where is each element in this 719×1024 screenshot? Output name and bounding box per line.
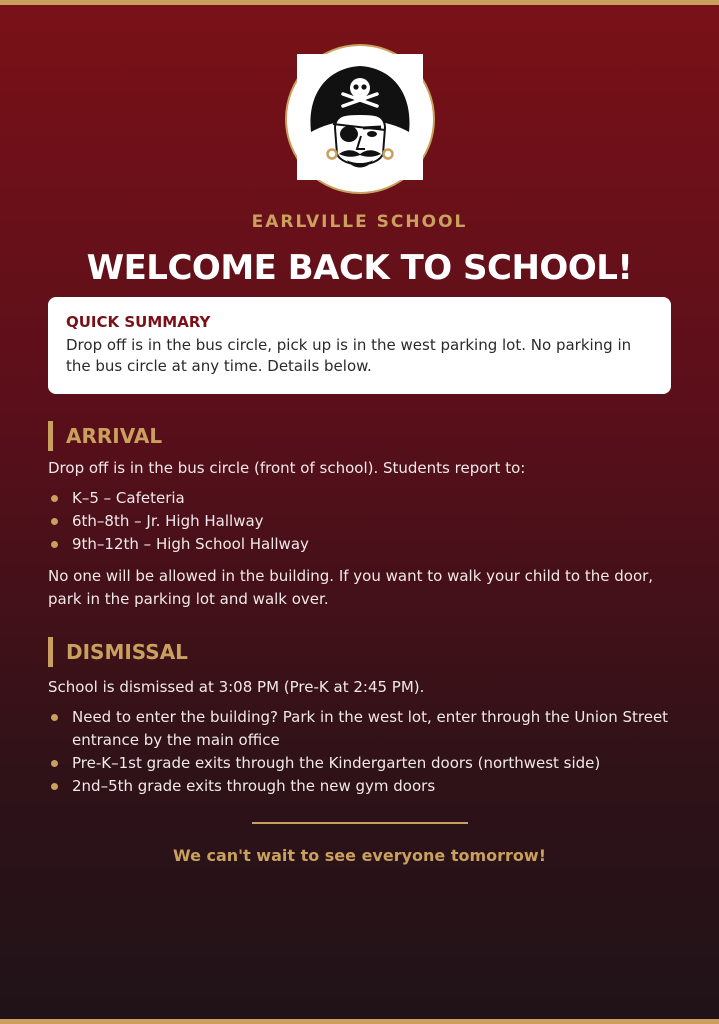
dismissal-heading: DISMISSAL [48, 637, 188, 667]
dismissal-intro: School is dismissed at 3:08 PM (Pre-K at 2:45 PM). [48, 678, 425, 696]
pirate-mascot-icon [297, 54, 423, 180]
closing-message: We can't wait to see everyone tomorrow! [173, 846, 546, 865]
school-name: EARLVILLE SCHOOL [251, 212, 468, 232]
list-item [48, 752, 678, 775]
dismissal-list [48, 706, 678, 798]
closing-divider [252, 822, 468, 824]
list-item-text: 6th–8th – Jr. High Hallway [72, 512, 264, 530]
list-item [48, 510, 678, 533]
arrival-note: No one will be allowed in the building. If you want to walk your child to the door, park in the parking lot and walk over. [48, 567, 654, 608]
page-title: WELCOME BACK TO SCHOOL! [86, 248, 633, 288]
bullet-dot [51, 760, 58, 767]
bullet-dot [51, 518, 58, 525]
top-accent-bar [0, 0, 719, 5]
list-item-text: 2nd–5th grade exits through the new gym doors [72, 777, 436, 795]
list-item [48, 533, 678, 556]
list-item-text: 9th–12th – High School Hallway [72, 535, 309, 553]
arrival-list [48, 487, 678, 556]
bullet-dot [51, 783, 58, 790]
list-item [48, 487, 678, 510]
quick-summary-card [48, 297, 671, 394]
summary-title: QUICK SUMMARY [66, 313, 211, 331]
list-item-text: Pre-K–1st grade exits through the Kindergarten doors (northwest side) [72, 754, 601, 772]
bottom-accent-bar [0, 1019, 719, 1024]
list-item [48, 775, 678, 798]
bullet-dot [51, 714, 58, 721]
arrival-heading: ARRIVAL [48, 421, 162, 451]
list-item-text: Need to enter the building? Park in the west lot, enter through the Union Street entrance by the main office [72, 708, 669, 749]
arrival-intro: Drop off is in the bus circle (front of school). Students report to: [48, 459, 526, 477]
bullet-dot [51, 541, 58, 548]
list-item-text: K–5 – Cafeteria [72, 489, 185, 507]
bullet-dot [51, 495, 58, 502]
school-logo [285, 44, 435, 194]
summary-text: Drop off is in the bus circle, pick up is in the west parking lot. No parking in the bus circle at any time. Details below. [66, 336, 632, 375]
list-item [48, 706, 678, 752]
